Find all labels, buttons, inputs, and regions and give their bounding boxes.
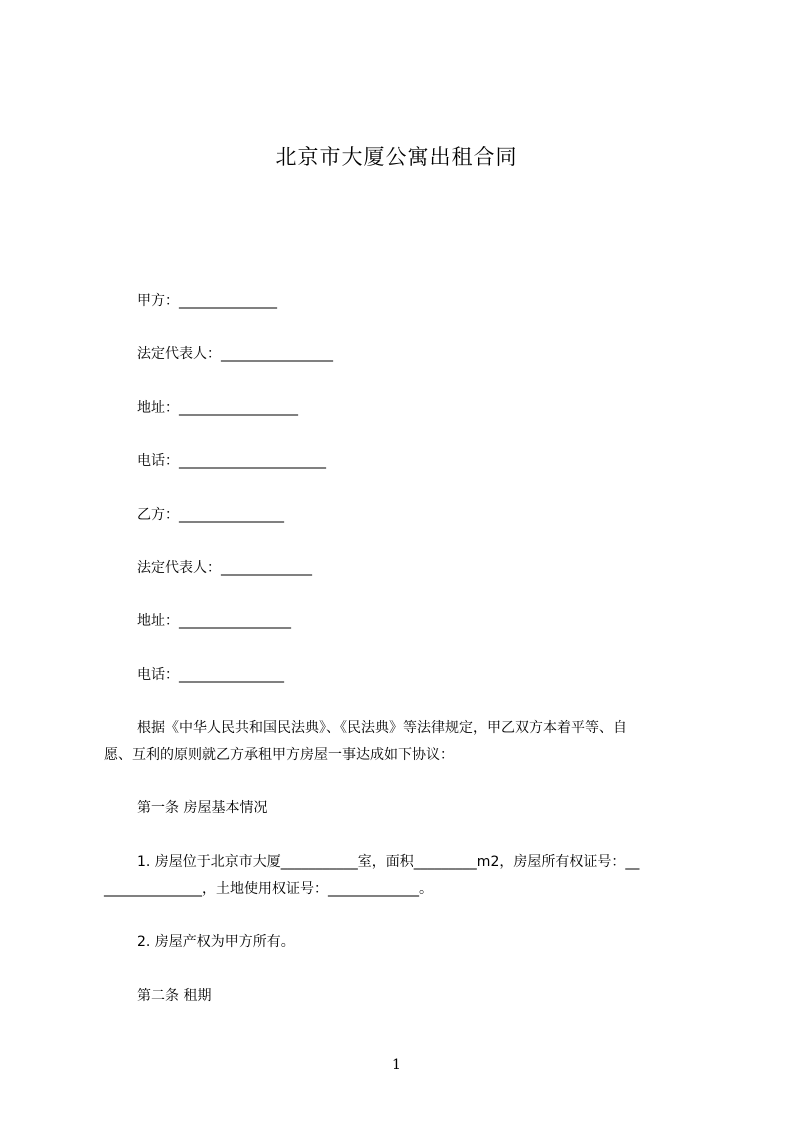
party-b-phone: 电话：_______________ xyxy=(137,667,284,683)
preamble-line-2: 愿、互利的原则就乙方承租甲方房屋一事达成如下协议： xyxy=(104,747,454,763)
article-1-heading: 第一条 房屋基本情况 xyxy=(137,800,268,816)
party-a-name: 甲方：______________ xyxy=(137,293,277,309)
preamble-line-1: 根据《中华人民共和国民法典》、《民法典》等法律规定，甲乙双方本着平等、自 xyxy=(137,720,627,736)
article-1-clause-1-line-1: 1. 房屋位于北京市大厦___________室，面积_________m2，房屋所有权证号：__ xyxy=(137,854,640,870)
article-2-heading: 第二条 租期 xyxy=(137,988,212,1004)
article-1-clause-1-line-2: ______________，土地使用权证号：_____________。 xyxy=(104,881,433,897)
page-number: 1 xyxy=(392,1057,401,1073)
article-1-clause-2: 2. 房屋产权为甲方所有。 xyxy=(137,934,295,950)
document-title: 北京市大厦公寓出租合同 xyxy=(275,145,518,169)
party-a-phone: 电话：_____________________ xyxy=(137,453,326,469)
party-b-representative: 法定代表人：_____________ xyxy=(137,560,312,576)
party-a-address: 地址：_________________ xyxy=(137,400,298,416)
party-b-address: 地址：________________ xyxy=(137,613,291,629)
party-a-representative: 法定代表人：________________ xyxy=(137,346,333,362)
party-b-name: 乙方：_______________ xyxy=(137,507,284,523)
